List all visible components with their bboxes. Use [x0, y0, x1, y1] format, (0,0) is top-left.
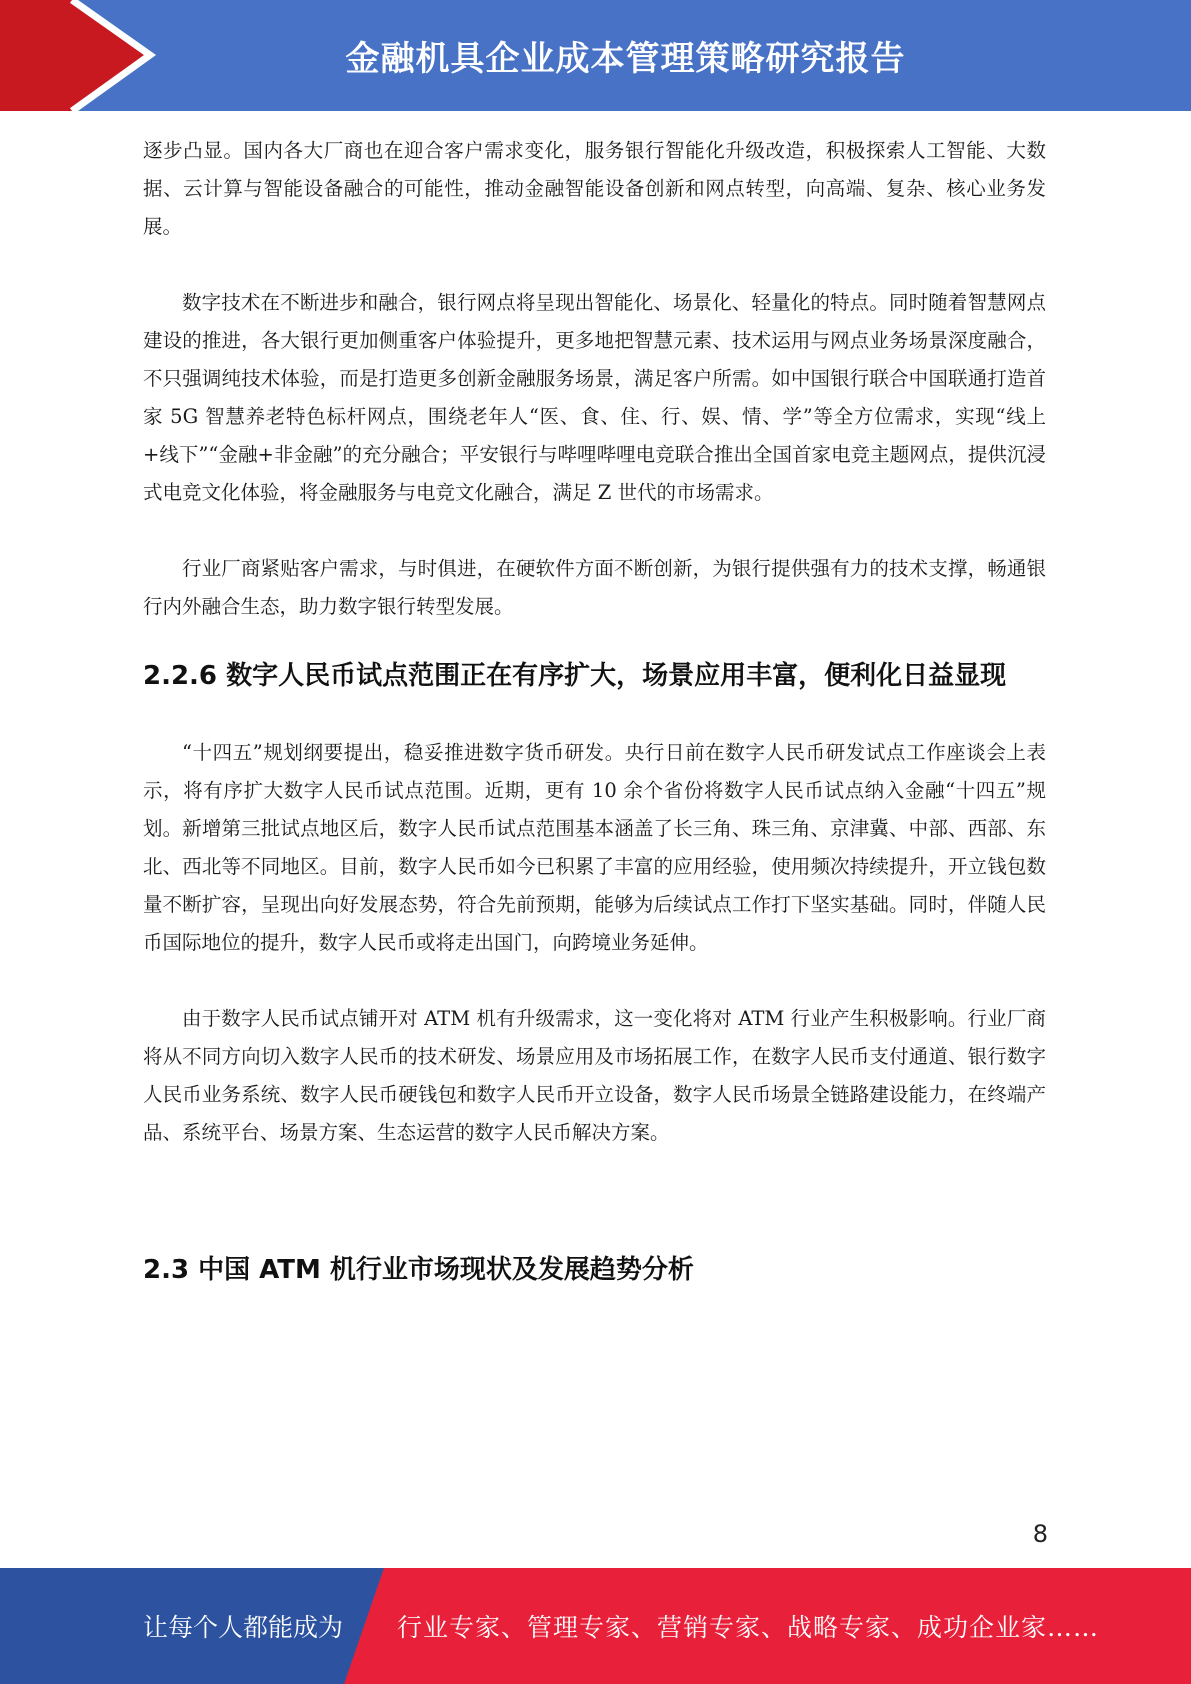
- report-title: 金融机具企业成本管理策略研究报告: [345, 39, 906, 79]
- footer-slogan-right: 行业专家、管理专家、营销专家、战略专家、成功企业家……: [397, 1613, 1100, 1642]
- page-header: [0, 0, 1191, 111]
- paragraph-3: 行业厂商紧贴客户需求，与时俱进，在硬软件方面不断创新，为银行提供强有力的技术支撑，畅通银行内外融合生态，助力数字银行转型发展。: [143, 557, 1046, 618]
- section-heading-2-2-6: 2.2.6 数字人民币试点范围正在有序扩大，场景应用丰富，便利化日益显现: [143, 661, 1007, 691]
- paragraph-2: 数字技术在不断进步和融合，银行网点将呈现出智能化、场景化、轻量化的特点。同时随着智慧网点建设的推进，各大银行更加侧重客户体验提升，更多地把智慧元素、技术运用与网点业务场景深度融合，不只强调纯技术体验，而是打造更多创新金融服务场景，满足客户所需。如中国银行联合中国联通打造首家 5G 智慧养老特色标杆网点，围绕老年人“医、食、住、行、娱、情、学”等全方位需求，实现“线上+线下”“金融+非金融”的充分融合；平安银行与哔哩哔哩电竞联合推出全国首家电竞主题网点，提供沉浸式电竞文化体验，将金融服务与电竞文化融合，满足 Z 世代的市场需求。: [143, 291, 1046, 504]
- page-body: [143, 132, 1046, 1290]
- paragraph-1: 逐步凸显。国内各大厂商也在迎合客户需求变化，服务银行智能化升级改造，积极探索人工智能、大数据、云计算与智能设备融合的可能性，推动金融智能设备创新和网点转型，向高端、复杂、核心业务发展。: [143, 139, 1046, 238]
- page-number: 8: [1032, 1520, 1048, 1548]
- page-footer: [0, 1568, 1191, 1684]
- paragraph-5: 由于数字人民币试点铺开对 ATM 机有升级需求，这一变化将对 ATM 行业产生积极影响。行业厂商将从不同方向切入数字人民币的技术研发、场景应用及市场拓展工作，在数字人民币支付通道、银行数字人民币业务系统、数字人民币硬钱包和数字人民币开立设备，数字人民币场景全链路建设能力，在终端产品、系统平台、场景方案、生态运营的数字人民币解决方案。: [143, 1007, 1046, 1144]
- paragraph-4: “十四五”规划纲要提出，稳妥推进数字货币研发。央行日前在数字人民币研发试点工作座谈会上表示，将有序扩大数字人民币试点范围。近期，更有 10 余个省份将数字人民币试点纳入金融“十四五”规划。新增第三批试点地区后，数字人民币试点范围基本涵盖了长三角、珠三角、京津冀、中部、西部、东北、西北等不同地区。目前，数字人民币如今已积累了丰富的应用经验，使用频次持续提升，开立钱包数量不断扩容，呈现出向好发展态势，符合先前预期，能够为后续试点工作打下坚实基础。同时，伴随人民币国际地位的提升，数字人民币或将走出国门，向跨境业务延伸。: [143, 741, 1046, 954]
- footer-slogan-left: 让每个人都能成为: [143, 1613, 344, 1642]
- section-heading-2-3: 2.3 中国 ATM 机行业市场现状及发展趋势分析: [143, 1255, 694, 1285]
